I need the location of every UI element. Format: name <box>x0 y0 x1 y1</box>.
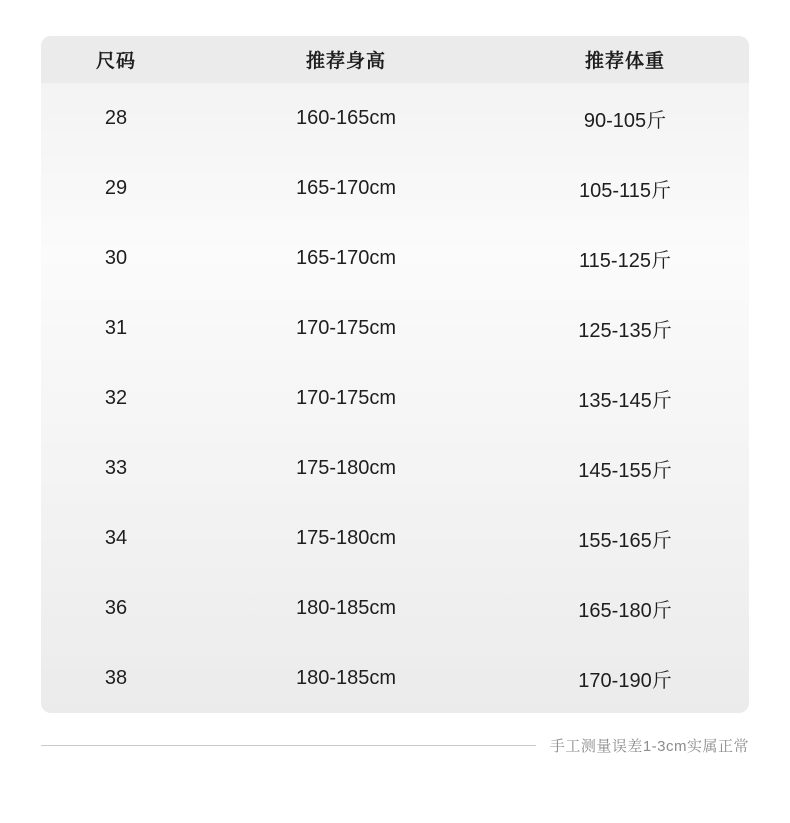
divider-line <box>41 745 536 746</box>
cell-height: 165-170cm <box>295 246 397 269</box>
cell-height: 175-180cm <box>295 456 397 479</box>
table-row <box>41 83 749 153</box>
footer-note <box>41 735 749 756</box>
size-table <box>41 36 749 713</box>
measurement-note: 手工测量误差1-3cm实属正常 <box>549 738 749 755</box>
cell-size: 36 <box>104 596 128 619</box>
cell-weight: 155-165斤 <box>578 529 672 552</box>
cell-weight: 135-145斤 <box>578 389 672 412</box>
cell-size: 38 <box>104 666 128 689</box>
cell-height: 170-175cm <box>295 316 397 339</box>
cell-weight: 125-135斤 <box>578 319 672 342</box>
cell-size: 31 <box>104 316 128 339</box>
cell-weight: 145-155斤 <box>578 459 672 482</box>
cell-size: 33 <box>104 456 128 479</box>
cell-height: 160-165cm <box>295 106 397 129</box>
column-header-size: 尺码 <box>95 51 136 72</box>
table-row <box>41 153 749 223</box>
table-row <box>41 573 749 643</box>
cell-size: 32 <box>104 386 128 409</box>
cell-height: 180-185cm <box>295 596 397 619</box>
cell-height: 180-185cm <box>295 666 397 689</box>
table-row <box>41 363 749 433</box>
table-row <box>41 503 749 573</box>
table-header-row <box>41 36 749 83</box>
cell-size: 29 <box>104 176 128 199</box>
cell-weight: 105-115斤 <box>579 179 671 202</box>
column-header-weight: 推荐体重 <box>584 51 665 72</box>
cell-weight: 115-125斤 <box>579 249 671 272</box>
cell-height: 175-180cm <box>295 526 397 549</box>
cell-size: 30 <box>104 246 128 269</box>
table-row <box>41 293 749 363</box>
cell-weight: 90-105斤 <box>583 109 667 132</box>
cell-size: 34 <box>104 526 128 549</box>
cell-size: 28 <box>104 106 128 129</box>
cell-height: 170-175cm <box>295 386 397 409</box>
cell-weight: 165-180斤 <box>578 599 672 622</box>
column-header-height: 推荐身高 <box>305 51 386 72</box>
cell-weight: 170-190斤 <box>578 669 672 692</box>
table-row <box>41 223 749 293</box>
table-row <box>41 433 749 503</box>
cell-height: 165-170cm <box>295 176 397 199</box>
table-row <box>41 643 749 713</box>
